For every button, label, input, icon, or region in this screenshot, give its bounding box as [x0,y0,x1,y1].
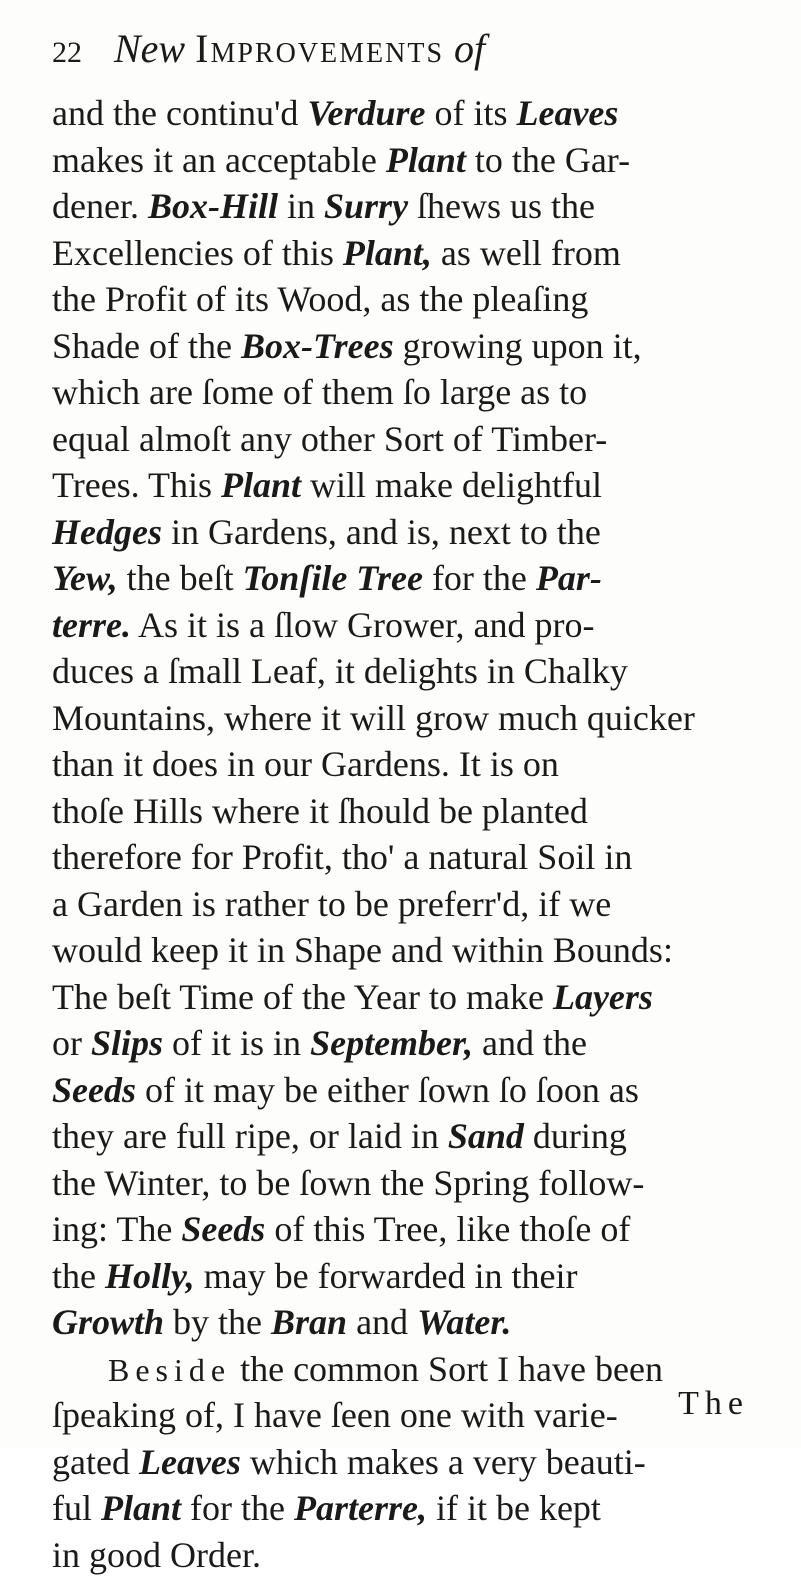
text-run: and the [473,1023,587,1063]
text-line [52,230,772,277]
italic-term: Water. [417,1302,511,1342]
italic-term: Seeds [52,1070,136,1110]
running-head-new: New [114,26,185,71]
text-run: therefore for Profit, tho' a natural Soil in [52,837,632,877]
text-run: they are full ripe, or laid in [52,1116,448,1156]
text-line [52,416,772,463]
italic-term: Sand [448,1116,524,1156]
running-head-of: of [454,26,485,71]
text-line [52,462,772,509]
text-line [52,1485,772,1532]
text-run: the Profit of its Wood, as the pleaſing [52,279,588,319]
text-run: in good Order. [52,1535,261,1575]
italic-term: Verdure [307,93,425,133]
italic-term: Growth [52,1302,164,1342]
text-run: for the [423,558,536,598]
text-run: will make delightful [301,465,602,505]
text-run: The beſt Time of the Year to make [52,977,553,1017]
text-run: or [52,1023,91,1063]
body-text [52,90,772,1578]
text-run: Excellencies of this [52,233,343,273]
text-run: in [278,186,324,226]
text-line [52,834,772,881]
text-run: a Garden is rather to be preferr'd, if we [52,884,611,924]
catchword: The [678,1384,749,1424]
text-line [52,1206,772,1253]
italic-term: Plant [386,140,466,180]
text-run: as well from [432,233,621,273]
text-run: dener. [52,186,148,226]
page-number: 22 [52,22,104,84]
text-line [52,1020,772,1067]
text-run: thoſe Hills where it ſhould be planted [52,791,588,831]
italic-term: Hedges [52,512,162,552]
text-line [52,927,772,974]
text-line [52,1113,772,1160]
italic-term: Parterre, [294,1488,427,1528]
italic-term: Plant [101,1488,181,1528]
text-run: may be forwarded in their [195,1256,578,1296]
italic-term: Leaves [516,93,618,133]
text-run: during [524,1116,627,1156]
text-run: the [52,1256,105,1296]
text-line [52,1439,772,1486]
text-line [52,1299,772,1346]
italic-term: Layers [553,977,653,1017]
text-run: Mountains, where it will grow much quicker [52,698,695,738]
text-run: ſhews us the [408,186,595,226]
text-run: by the [164,1302,271,1342]
text-line [52,1253,772,1300]
text-run: As it is a ſlow Grower, and pro- [131,605,594,645]
running-head-improvements: Improvements [195,26,444,71]
italic-term: Seeds [181,1209,265,1249]
text-run: makes it an acceptable [52,140,386,180]
text-run: ful [52,1488,101,1528]
text-run: equal almoſt any other Sort of Timber- [52,419,607,459]
text-line [52,183,772,230]
page-header [52,18,752,80]
italic-term: Par- [536,558,602,598]
italic-term: Box-Hill [148,186,278,226]
text-line [52,369,772,416]
text-line [52,509,772,556]
text-run: of its [425,93,516,133]
text-line [52,323,772,370]
italic-term: Box-Trees [241,326,394,366]
text-line [52,695,772,742]
text-line [52,1392,772,1439]
running-head [114,26,485,71]
text-run: which makes a very beauti- [241,1442,646,1482]
italic-term: Plant [221,465,301,505]
paragraph-lead: Beside [108,1352,231,1388]
text-run: and the continu'd [52,93,307,133]
italic-term: September, [310,1023,473,1063]
text-run: if it be kept [427,1488,601,1528]
text-line [52,1532,772,1578]
text-run: of this Tree, like thoſe of [265,1209,630,1249]
text-run: gated [52,1442,139,1482]
italic-term: Slips [91,1023,163,1063]
text-line [52,602,772,649]
text-line [52,90,772,137]
text-run: the common Sort I have been [231,1349,663,1389]
text-run: than it does in our Gardens. It is on [52,744,559,784]
text-line [52,788,772,835]
text-run: ſpeaking of, I have ſeen one with varie- [52,1395,618,1435]
italic-term: Yew, [52,558,118,598]
text-run: to the Gar- [466,140,630,180]
text-line [52,648,772,695]
text-run: and [347,1302,417,1342]
text-run: growing upon it, [394,326,642,366]
text-run: for the [181,1488,294,1528]
text-line [52,137,772,184]
text-run: Trees. This [52,465,221,505]
text-line [52,974,772,1021]
text-run: in Gardens, and is, next to the [162,512,601,552]
text-run: duces a ſmall Leaf, it delights in Chalky [52,651,628,691]
text-run: which are ſome of them ſo large as to [52,372,587,412]
text-line [52,1160,772,1207]
text-run: the Winter, to be ſown the Spring follow- [52,1163,644,1203]
text-line [52,1346,772,1393]
italic-term: Surry [324,186,408,226]
text-line [52,555,772,602]
text-run: would keep it in Shape and within Bounds: [52,930,673,970]
text-line [52,741,772,788]
text-run: ing: The [52,1209,181,1249]
text-run: of it is in [163,1023,310,1063]
text-line [52,276,772,323]
italic-term: terre. [52,605,131,645]
italic-term: Leaves [139,1442,241,1482]
text-run: the beſt [118,558,243,598]
italic-term: Tonſile Tree [243,558,423,598]
italic-term: Bran [271,1302,347,1342]
italic-term: Plant, [343,233,432,273]
italic-term: Holly, [105,1256,195,1296]
text-run: of it may be either ſown ſo ſoon as [136,1070,639,1110]
text-line [52,1067,772,1114]
text-line [52,881,772,928]
text-run: Shade of the [52,326,241,366]
